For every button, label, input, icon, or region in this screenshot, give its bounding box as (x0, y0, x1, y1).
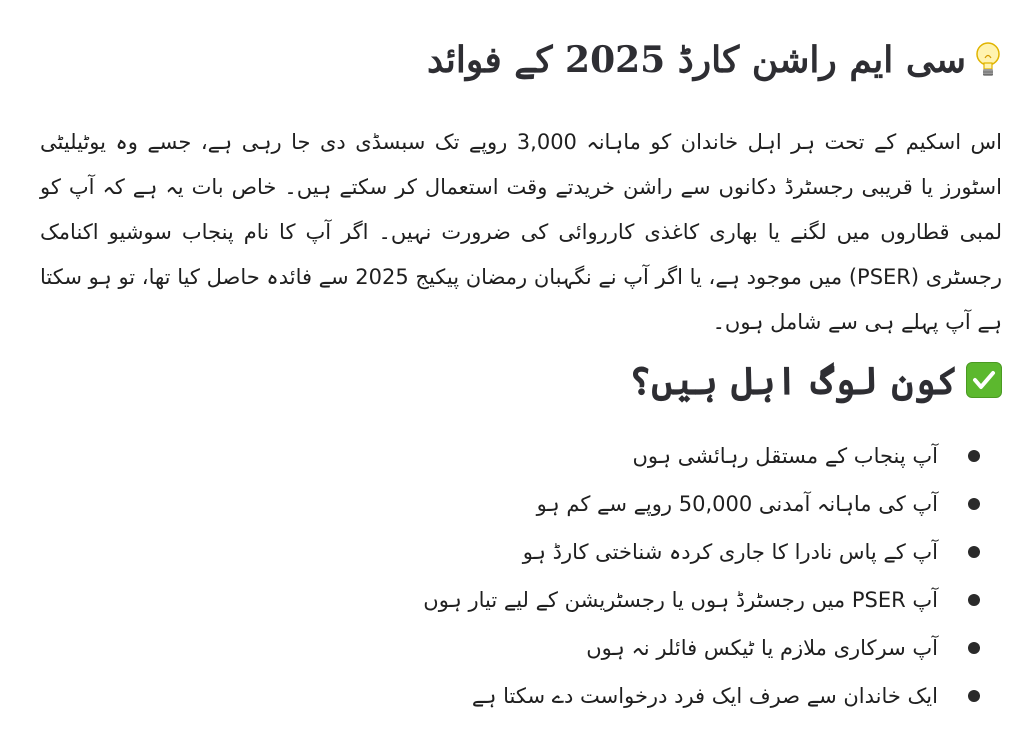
bullet-icon (968, 546, 980, 558)
list-item-text: آپ کی ماہانہ آمدنی 50,000 روپے سے کم ہو (536, 492, 938, 516)
bullet-icon (968, 594, 980, 606)
list-item-text: آپ پنجاب کے مستقل رہائشی ہوں (632, 444, 938, 468)
benefits-paragraph: اس اسکیم کے تحت ہر اہل خاندان کو ماہانہ 3,000 روپے تک سبسڈی دی جا رہی ہے، جسے وہ یوٹیلیٹی اسٹورز یا قریبی رجسٹرڈ دکانوں سے راشن خریدتے وقت استعمال کر سکتے ہیں۔ خاص بات یہ ہے کہ آپ کو لمبی قطاروں میں لگنے یا بھاری کاغذی کارروائی کی ضرورت نہیں۔ اگر آپ کا نام پنجاب سوشیو اکنامک رجسٹری (PSER) میں موجود ہے، یا اگر آپ نے نگہبان رمضان پیکیج 2025 سے فائدہ حاصل کیا تھا، تو ہو سکتا ہے آپ پہلے ہی سے شامل ہوں۔ (40, 130, 1002, 334)
eligibility-heading (629, 348, 1002, 412)
benefits-title: سی ایم راشن کارڈ 2025 کے فوائد (427, 39, 966, 81)
list-item (423, 672, 980, 720)
benefits-heading (427, 30, 1002, 90)
list-item (423, 432, 980, 480)
list-item (423, 480, 980, 528)
bullet-icon (968, 642, 980, 654)
eligibility-title: کون لوگ اہل ہیں؟ (628, 357, 958, 403)
eligibility-list (423, 432, 980, 720)
list-item (423, 528, 980, 576)
bullet-icon (968, 498, 980, 510)
bullet-icon (968, 450, 980, 462)
list-item (423, 624, 980, 672)
check-mark-icon (966, 362, 1002, 398)
list-item-text: ایک خاندان سے صرف ایک فرد درخواست دے سکتا ہے (471, 684, 938, 708)
list-item-text: آپ PSER میں رجسٹرڈ ہوں یا رجسٹریشن کے لیے تیار ہوں (423, 588, 938, 612)
list-item-text: آپ سرکاری ملازم یا ٹیکس فائلر نہ ہوں (586, 636, 938, 660)
list-item-text: آپ کے پاس نادرا کا جاری کردہ شناختی کارڈ ہو (522, 540, 938, 564)
lightbulb-icon (974, 41, 1002, 79)
list-item (423, 576, 980, 624)
bullet-icon (968, 690, 980, 702)
